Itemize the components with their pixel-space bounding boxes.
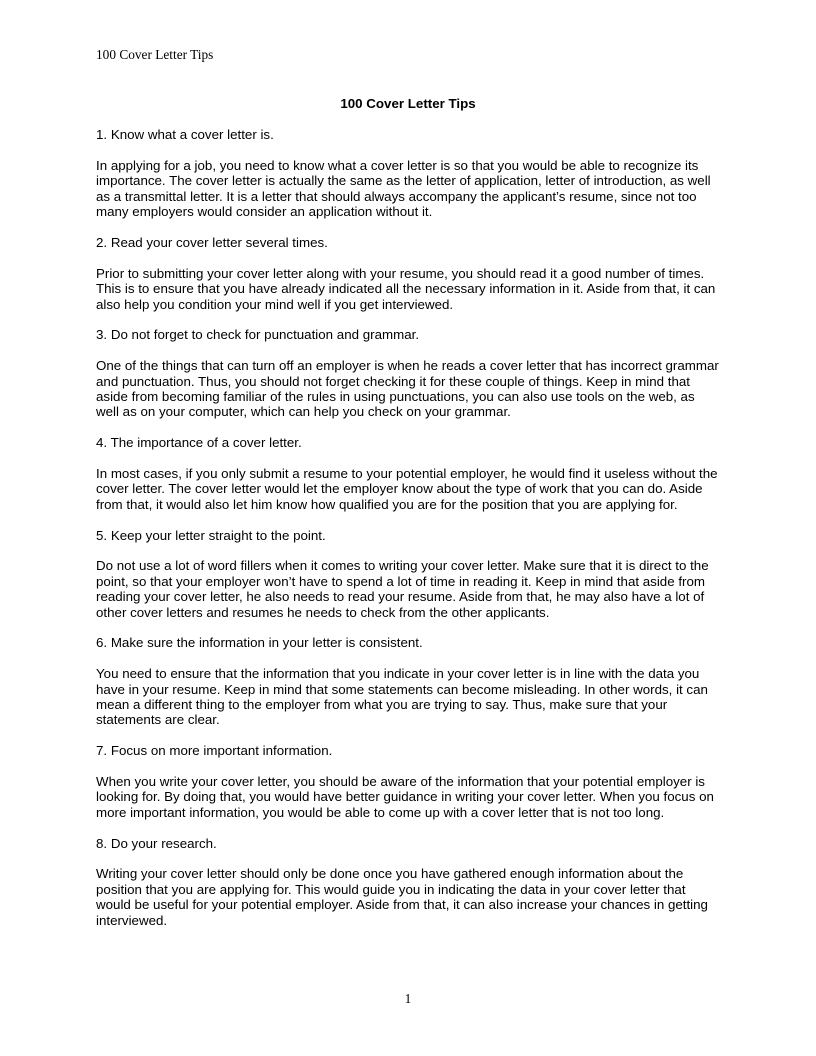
tip-body: Writing your cover letter should only be done once you have gathered enough information about the position that you are applying for. This would guide you in indicating the data in your cover letter that would be useful for your potential employer. Aside from that, it can also increase your chances in getting interviewed. <box>96 866 708 928</box>
tip-body: One of the things that can turn off an employer is when he reads a cover letter that has incorrect grammar and punctuation. Thus, you should not forget checking it for these couple of things. Keep in mind that aside from becoming familiar of the rules in using punctuations, you can also use tools on the web, as well as on your computer, which can help you check on your grammar. <box>96 358 719 420</box>
tip-section-3 <box>96 327 720 419</box>
tip-heading: 5. Keep your letter straight to the point. <box>96 527 326 543</box>
tip-section-1 <box>96 127 720 219</box>
tip-section-4 <box>96 435 720 512</box>
tip-body: When you write your cover letter, you should be aware of the information that your potential employer is looking for. By doing that, you would have better guidance in writing your cover letter. When you focus on more important information, you would be able to come up with a cover letter that is not too long. <box>96 774 714 820</box>
tip-section-2 <box>96 235 720 312</box>
tip-heading: 6. Make sure the information in your letter is consistent. <box>96 635 423 651</box>
tip-section-8 <box>96 836 720 928</box>
tip-body: In applying for a job, you need to know what a cover letter is so that you would be able to recognize its importance. The cover letter is actually the same as the letter of application, letter of introduction, as well as a transmittal letter. It is a letter that should always accompany the applicant’s resume, since not too many employers would consider an application without it. <box>96 158 711 220</box>
tip-body: Do not use a lot of word fillers when it comes to writing your cover letter. Make sure that it is direct to the point, so that your employer won’t have to spend a lot of time in reading it. Keep in mind that aside from reading your cover letter, he also needs to read your resume. Aside from that, he may also have a lot of other cover letters and resumes he needs to check from the other applicants. <box>96 558 709 620</box>
tip-heading: 7. Focus on more important information. <box>96 743 333 759</box>
tip-heading: 8. Do your research. <box>96 835 217 851</box>
page-number: 1 <box>404 991 412 1006</box>
tip-heading: 2. Read your cover letter several times. <box>96 235 328 251</box>
tip-body: Prior to submitting your cover letter along with your resume, you should read it a good number of times. This is to ensure that you have already indicated all the necessary information in it. Aside from that, it can also help you condition your mind well if you get interviewed. <box>96 265 716 312</box>
tip-heading: 3. Do not forget to check for punctuation and grammar. <box>96 327 420 343</box>
running-header: 100 Cover Letter Tips <box>96 47 214 62</box>
tip-heading: 4. The importance of a cover letter. <box>96 435 302 451</box>
tip-body: You need to ensure that the information that you indicate in your cover letter is in line with the data you have in your resume. Keep in mind that some statements can become misleading. In other words, it can mean a different thing to the employer from what you are trying to say. Thus, make sure that your statements are clear. <box>96 666 708 728</box>
tip-body: In most cases, if you only submit a resume to your potential employer, he would find it useless without the cover letter. The cover letter would let the employer know about the type of work that you can do. Aside from that, it would also let him know how qualified you are for the position that you are applying for. <box>96 466 718 512</box>
tip-section-7 <box>96 743 720 820</box>
document-title: 100 Cover Letter Tips <box>340 96 476 112</box>
tip-section-5 <box>96 528 720 620</box>
tip-section-6 <box>96 635 720 727</box>
tip-heading: 1. Know what a cover letter is. <box>96 127 274 143</box>
